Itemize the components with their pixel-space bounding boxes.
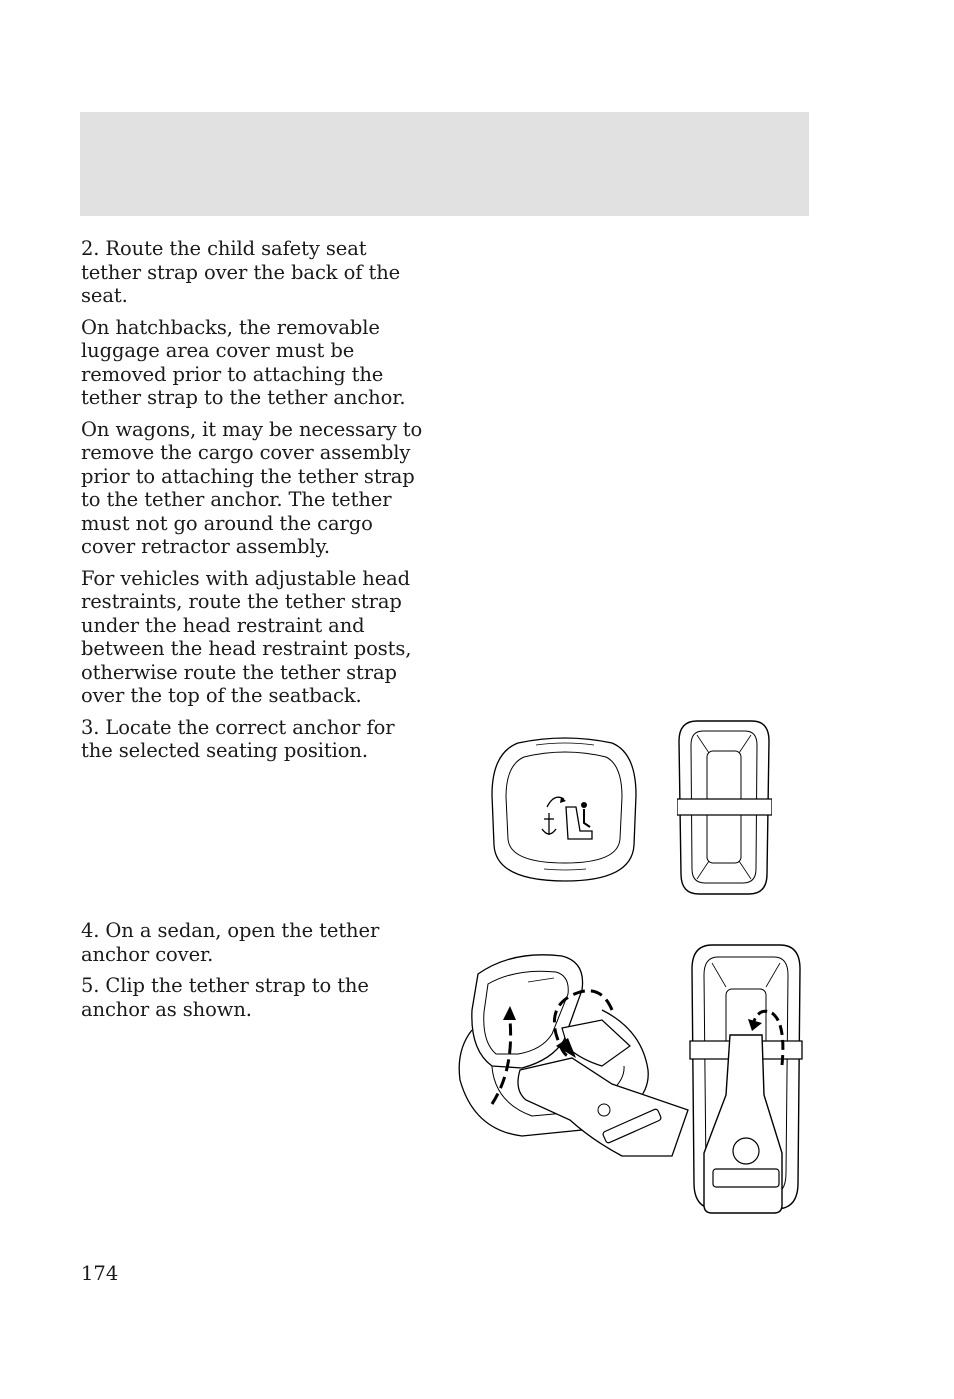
step-4-paragraph xyxy=(81,919,431,966)
instructions-section-1 xyxy=(81,237,431,771)
chapter-header-band xyxy=(80,112,809,216)
hatchback-note xyxy=(81,316,431,410)
step-5-paragraph xyxy=(81,974,431,1021)
head-restraint-note xyxy=(81,567,431,708)
step-4-number: 4. xyxy=(81,919,100,942)
step-3-text: Locate the correct anchor for the selected seating position. xyxy=(81,715,395,762)
step-2-number: 2. xyxy=(81,237,100,260)
step-5-text: Clip the tether strap to the anchor as shown. xyxy=(81,974,369,1021)
anchor-cover-closed-illustration xyxy=(488,735,643,885)
step-4-text: On a sedan, open the tether anchor cover. xyxy=(81,919,380,966)
tether-hook-clipping-illustration xyxy=(452,950,692,1162)
anchor-housing-front-illustration xyxy=(677,719,772,897)
tether-clipped-front-illustration xyxy=(688,943,804,1215)
step-2-text: Route the child safety seat tether strap over the back of the seat. xyxy=(81,237,401,307)
step-5-number: 5. xyxy=(81,974,100,997)
hatchback-note-text: On hatchbacks, the removable luggage area cover must be removed prior to attaching the tether strap to the tether anchor. xyxy=(81,315,406,409)
wagon-note-text: On wagons, it may be necessary to remove the cargo cover assembly prior to attaching the tether strap to the tether anchor. The tether must not go around the cargo cover retractor assembly. xyxy=(81,417,423,558)
head-restraint-note-text: For vehicles with adjustable head restraints, route the tether strap under the head restraint and between the head restraint posts, otherwise route the tether strap over the top of the seatback. xyxy=(81,566,412,707)
instructions-section-2 xyxy=(81,919,431,1029)
step-2-paragraph xyxy=(81,237,431,308)
page-number: 174 xyxy=(81,1262,119,1285)
step-3-paragraph xyxy=(81,716,431,763)
wagon-note xyxy=(81,418,431,559)
step-3-number: 3. xyxy=(81,715,100,739)
